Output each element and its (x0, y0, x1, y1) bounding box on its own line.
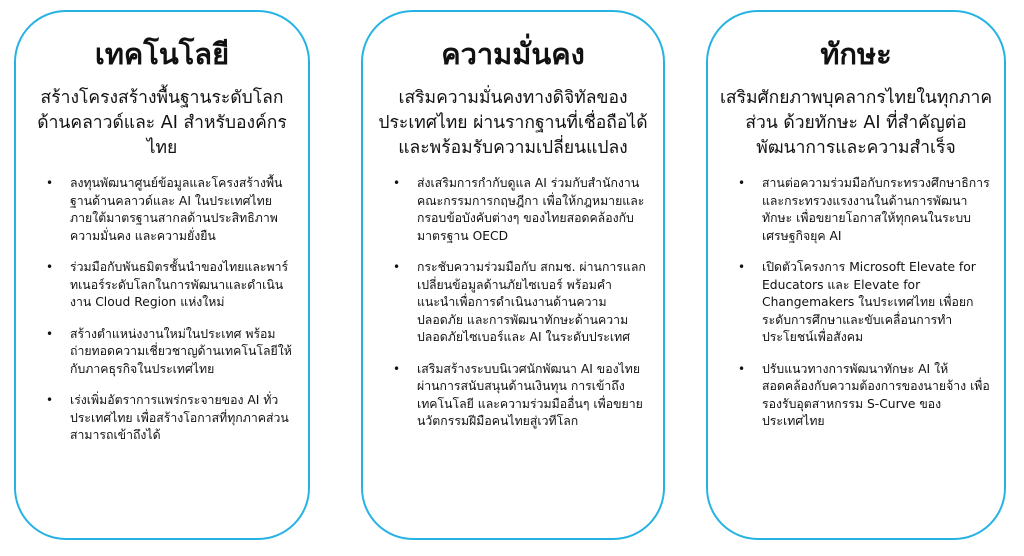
bullet-dot-icon: • (393, 176, 401, 190)
bullet-dot-icon: • (46, 260, 54, 274)
bullet-text: สานต่อความร่วมมือกับกระทรวงศึกษาธิการและกระทรวงแรงงานในด้านการพัฒนาทักษะ เพื่อขยายโอกาสให้ทุกคนในระบบเศรษฐกิจยุค AI (762, 176, 990, 243)
card-title: ทักษะ (820, 37, 892, 71)
card-title: เทคโนโลยี (94, 37, 230, 71)
bullet-item (391, 259, 649, 347)
bullet-text: เปิดตัวโครงการ Microsoft Elevate for Educators และ Elevate for Changemakers ในประเทศไทย เพื่อยกระดับการศึกษาและขับเคลื่อนการทำประโยชน์เพื่อสังคม (762, 260, 976, 344)
card-subtitle: เสริมศักยภาพบุคลากรไทยในทุกภาคส่วน ด้วยทักษะ AI ที่สำคัญต่อพัฒนาการและความสำเร็จ (719, 88, 993, 158)
bullet-dot-icon: • (46, 326, 54, 341)
bullet-dot-icon: • (46, 393, 54, 407)
card-skills (706, 10, 1006, 540)
bullet-item (736, 175, 990, 245)
bullet-dot-icon: • (738, 176, 746, 190)
card-subtitle: สร้างโครงสร้างพื้นฐานระดับโลก ด้านคลาวด์และ AI สำหรับองค์กรไทย (37, 88, 287, 158)
bullet-item (44, 259, 294, 312)
bullet-text: ลงทุนพัฒนาศูนย์ข้อมูลและโครงสร้างพื้นฐานด้านคลาวด์และ AI ในประเทศไทย ภายใต้มาตรฐานสากลด้านประสิทธิภาพ ความมั่นคง และความยั่งยืน (70, 176, 283, 243)
bullet-dot-icon: • (46, 176, 54, 190)
card-subtitle: เสริมความมั่นคงทางดิจิทัลของประเทศไทย ผ่านรากฐานที่เชื่อถือได้และพร้อมรับความเปลี่ยนแปลง (378, 88, 648, 158)
bullet-item (44, 175, 294, 245)
card-title: ความมั่นคง (441, 37, 585, 71)
bullet-dot-icon: • (393, 361, 401, 376)
bullet-list (16, 175, 308, 445)
bullet-list (363, 175, 663, 431)
bullet-text: เร่งเพิ่มอัตราการแพร่กระจายของ AI ทั่วประเทศไทย เพื่อสร้างโอกาสที่ทุกภาคส่วนสามารถเข้าถึงได้ (70, 393, 289, 442)
bullet-text: ร่วมมือกับพันธมิตรชั้นนำของไทยและพาร์ทเนอร์ระดับโลกในการพัฒนาและดำเนินงาน Cloud Region แห่งใหม่ (70, 260, 289, 309)
bullet-text: กระชับความร่วมมือกับ สกมช. ผ่านการแลกเปลี่ยนข้อมูลด้านภัยไซเบอร์ พร้อมคำแนะนำเพื่อการดำเนินงานด้านความปลอดภัย และการพัฒนาทักษะด้านความปลอดภัยไซเบอร์และ AI ในระดับประเทศ (417, 260, 646, 344)
bullet-text: เสริมสร้างระบบนิเวศนักพัฒนา AI ของไทย ผ่านการสนับสนุนด้านเงินทุน การเข้าถึงเทคโนโลยี และความร่วมมืออื่นๆ เพื่อขยายนวัตกรรมฝีมือคนไทยสู่เวทีโลก (417, 361, 643, 428)
bullet-dot-icon: • (738, 361, 746, 376)
bullet-item (391, 361, 649, 431)
bullet-text: สร้างตำแหน่งงานใหม่ในประเทศ พร้อมถ่ายทอดความเชี่ยวชาญด้านเทคโนโลยีให้กับภาคธุรกิจในประเทศไทย (70, 326, 292, 376)
bullet-item (736, 259, 990, 347)
bullet-item (44, 392, 294, 445)
bullet-item (44, 326, 294, 379)
card-technology (14, 10, 310, 540)
bullet-dot-icon: • (738, 260, 746, 274)
bullet-text: ส่งเสริมการกำกับดูแล AI ร่วมกับสำนักงานคณะกรรมการกฤษฎีกา เพื่อให้กฎหมายและกรอบข้อบังคับต่างๆ ของไทยสอดคล้องกับมาตรฐาน OECD (417, 176, 645, 243)
bullet-text: ปรับแนวทางการพัฒนาทักษะ AI ให้สอดคล้องกับความต้องการของนายจ้าง เพื่อรองรับอุตสาหกรรม S-Curve ของประเทศไทย (762, 361, 990, 428)
bullet-dot-icon: • (393, 260, 401, 274)
bullet-list (708, 175, 1004, 431)
card-security (361, 10, 665, 540)
bullet-item (391, 175, 649, 245)
bullet-item (736, 361, 990, 431)
